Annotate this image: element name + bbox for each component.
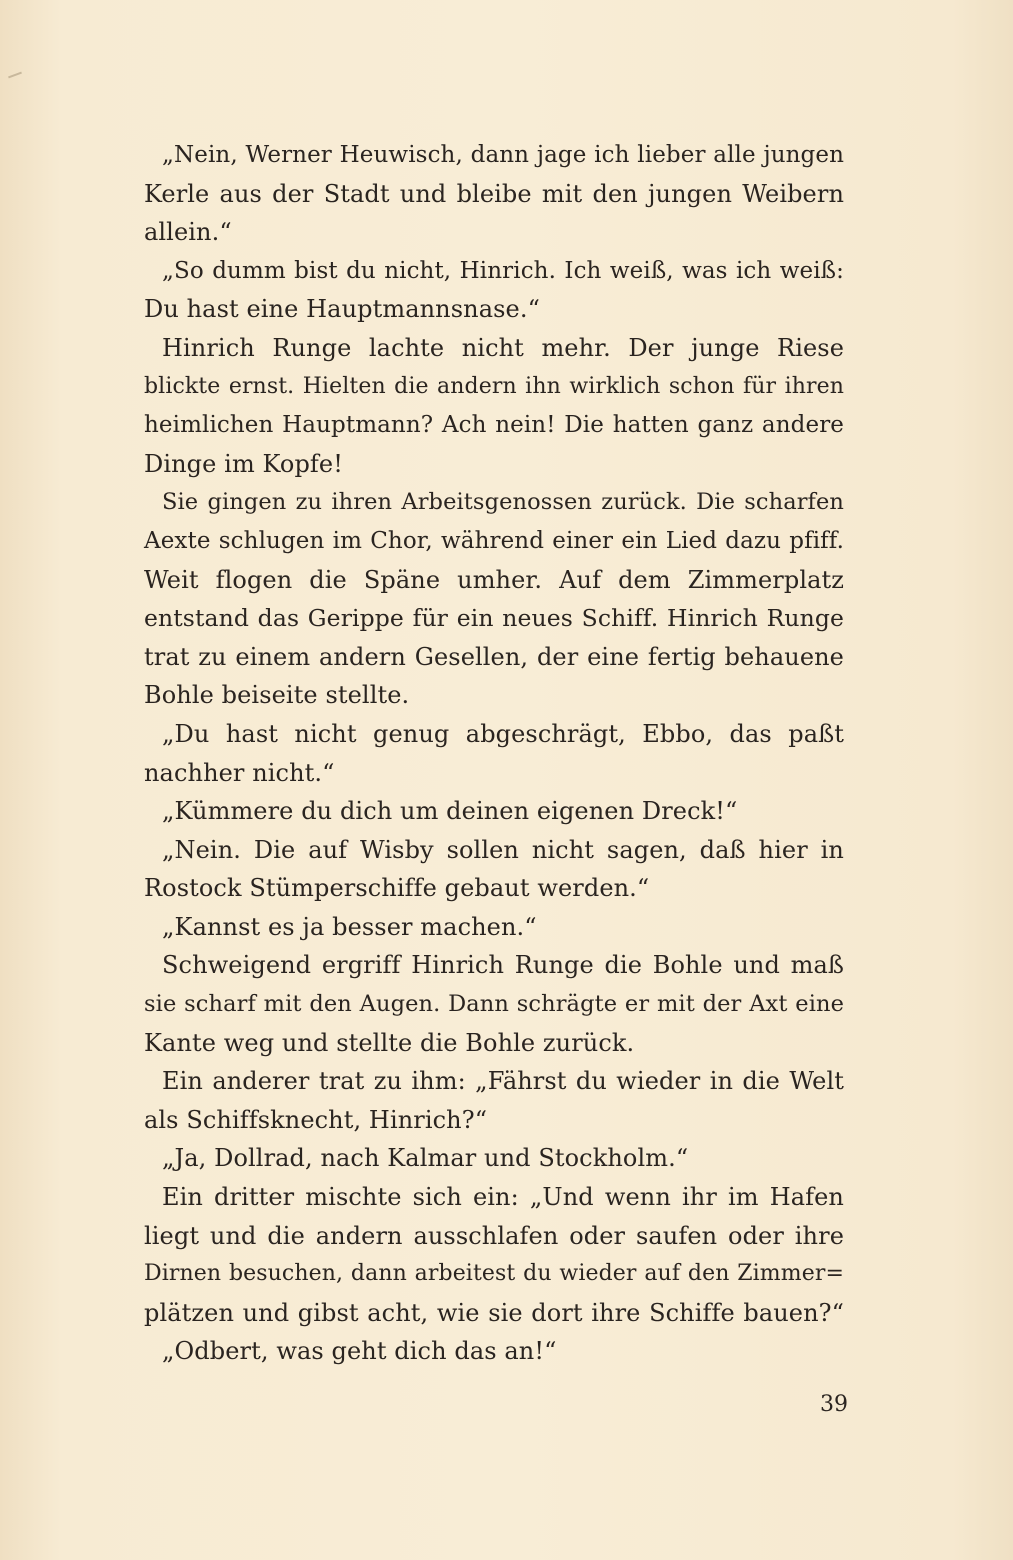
- text-line: plätzen und gibst acht, wie sie dort ihre Schiffe bauen?“: [144, 1298, 844, 1327]
- text-line: Ein dritter mischte sich ein: „Und wenn ihr im Hafen: [162, 1183, 844, 1212]
- text-line: allein.“: [144, 218, 232, 247]
- text-line: sie scharf mit den Augen. Dann schrägte er mit der Axt eine: [144, 991, 844, 1018]
- text-line: liegt und die andern ausschlafen oder saufen oder ihre: [144, 1221, 844, 1250]
- text-line: Dinge im Kopfe!: [144, 449, 343, 478]
- page-number: 39: [820, 1392, 848, 1417]
- text-line: heimlichen Hauptmann? Ach nein! Die hatten ganz andere: [144, 412, 844, 439]
- text-line: Kante weg und stellte die Bohle zurück.: [144, 1028, 635, 1057]
- text-line: „Nein. Die auf Wisby sollen nicht sagen, daß hier in: [162, 835, 844, 864]
- text-line: Ein anderer trat zu ihm: „Fährst du wieder in die Welt: [162, 1067, 844, 1096]
- text-line: Dirnen besuchen, dann arbeitest du wieder auf den Zimmer=: [144, 1261, 844, 1287]
- text-line: „Kannst es ja besser machen.“: [162, 912, 537, 941]
- text-line: Rostock Stümperschiffe gebaut werden.“: [144, 874, 650, 903]
- text-line: Schweigend ergriff Hinrich Runge die Bohle und maß: [162, 951, 844, 980]
- text-line: Sie gingen zu ihren Arbeitsgenossen zurück. Die scharfen: [162, 489, 844, 516]
- text-line: „Odbert, was geht dich das an!“: [162, 1337, 557, 1366]
- text-line: Hinrich Runge lachte nicht mehr. Der junge Riese: [162, 333, 844, 362]
- text-line: Bohle beiseite stellte.: [144, 681, 410, 710]
- text-line: Kerle aus der Stadt und bleibe mit den jungen Weibern: [144, 179, 844, 208]
- text-line: Weit flogen die Späne umher. Auf dem Zimmerplatz: [144, 565, 844, 594]
- text-line: nachher nicht.“: [144, 758, 335, 787]
- text-line: blickte ernst. Hielten die andern ihn wirklich schon für ihren: [144, 373, 844, 399]
- text-line: Du hast eine Hauptmannsnase.“: [144, 295, 540, 324]
- text-line: „Kümmere du dich um deinen eigenen Dreck!“: [162, 797, 738, 826]
- text-line: als Schiffsknecht, Hinrich?“: [144, 1105, 488, 1134]
- text-line: „Du hast nicht genug abgeschrägt, Ebbo, das paßt: [162, 719, 844, 748]
- body-text: [144, 136, 844, 1371]
- text-line: „Nein, Werner Heuwisch, dann jage ich lieber alle jungen: [162, 142, 844, 168]
- paper-speck: [8, 72, 22, 79]
- text-line: Aexte schlugen im Chor, während einer ein Lied dazu pfiff.: [144, 527, 844, 554]
- text-line: „So dumm bist du nicht, Hinrich. Ich weiß, was ich weiß:: [162, 257, 844, 284]
- text-line: entstand das Gerippe für ein neues Schiff. Hinrich Runge: [144, 604, 844, 633]
- text-line: trat zu einem andern Gesellen, der eine fertig behauene: [144, 642, 844, 671]
- text-line: „Ja, Dollrad, nach Kalmar und Stockholm.“: [162, 1144, 689, 1173]
